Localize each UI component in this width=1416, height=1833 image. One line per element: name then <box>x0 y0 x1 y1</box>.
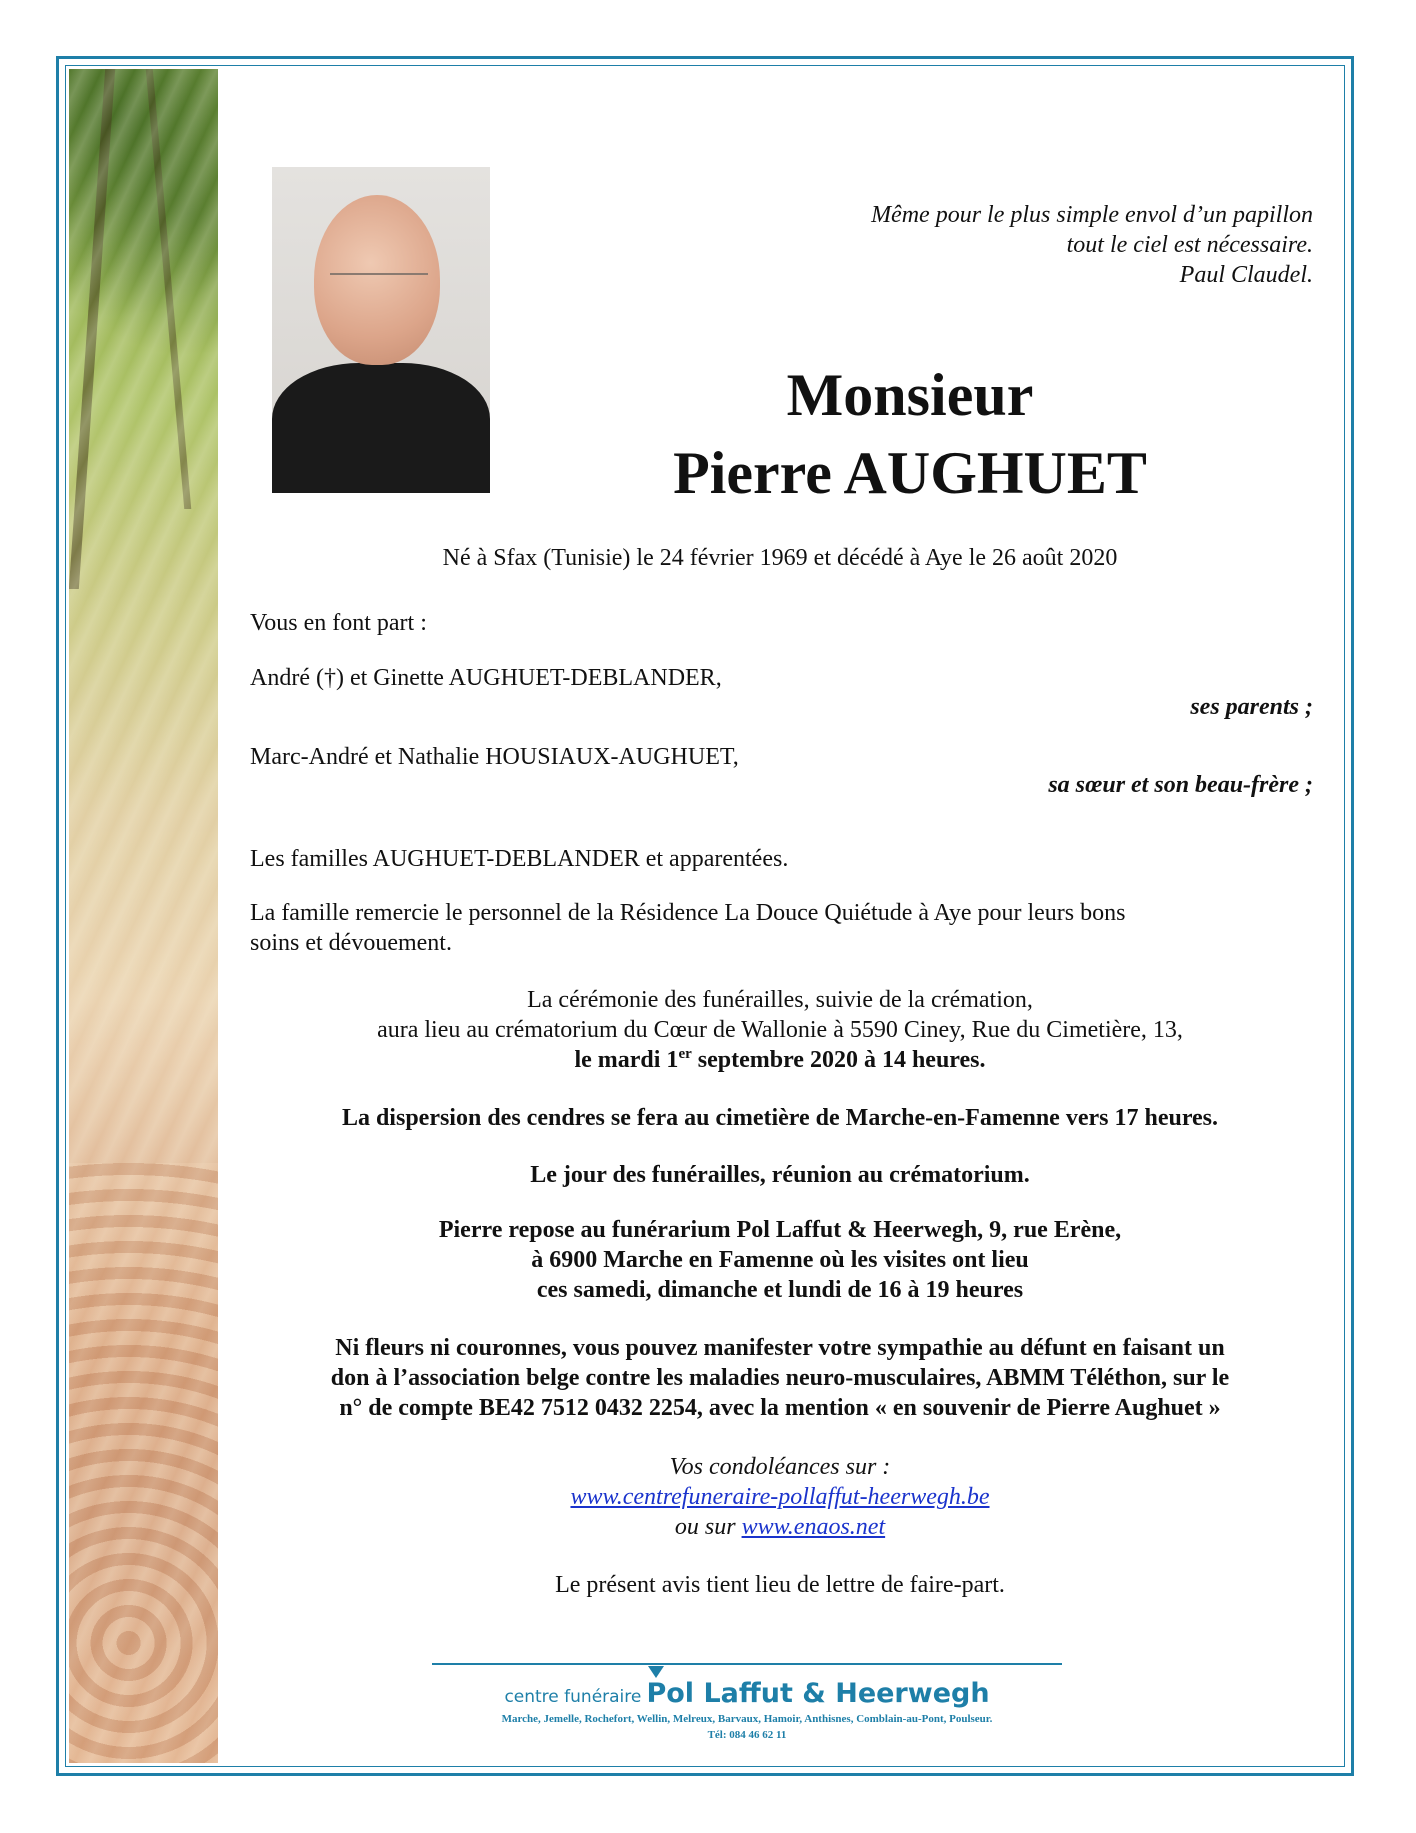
footer-triangle-icon <box>648 1666 664 1678</box>
closing-line: Le présent avis tient lieu de lettre de faire-part. <box>555 1572 1005 1598</box>
condolences-link-funeral-home[interactable]: www.centrefuneraire-pollaffut-heerwegh.be <box>570 1484 990 1510</box>
repose-line-2: à 6900 Marche en Famenne où les visites ont lieu <box>531 1247 1029 1273</box>
family-names-sibling: Marc-André et Nathalie HOUSIAUX-AUGHUET, <box>250 744 739 770</box>
announcement-intro: Vous en font part : <box>250 610 427 636</box>
quote-block <box>713 200 1313 290</box>
families-line: Les familles AUGHUET-DEBLANDER et apparentées. <box>250 846 789 872</box>
forest-path-image <box>69 69 218 1763</box>
thanks-line-2: soins et dévouement. <box>250 930 452 956</box>
condolences-link-enaos[interactable]: www.enaos.net <box>741 1514 886 1540</box>
donation-line-2: don à l’association belge contre les maladies neuro-musculaires, ABMM Téléthon, sur le <box>330 1365 1230 1391</box>
family-names-parents: André (†) et Ginette AUGHUET-DEBLANDER, <box>250 665 722 691</box>
donation-line-3: n° de compte BE42 7512 0432 2254, avec la mention « en souvenir de Pierre Aughuet » <box>339 1395 1221 1421</box>
footer-divider <box>432 1663 1062 1665</box>
condolences-or: ou sur <box>674 1514 742 1540</box>
footer-tel: Tél: 084 46 62 11 <box>707 1729 787 1741</box>
portrait-photo <box>272 167 490 493</box>
birth-death-line: Né à Sfax (Tunisie) le 24 février 1969 et décédé à Aye le 26 août 2020 <box>442 545 1118 571</box>
deceased-name: Pierre AUGHUET <box>673 440 1147 506</box>
ceremony-date-suffix: septembre 2020 à 14 heures. <box>691 1047 986 1073</box>
footer-brand-big: Pol Laffut & Heerwegh <box>646 1678 990 1709</box>
thanks-paragraph <box>250 898 1310 958</box>
reunion-line: Le jour des funérailles, réunion au crématorium. <box>530 1162 1030 1188</box>
ceremony-line-1: La cérémonie des funérailles, suivie de la crémation, <box>527 987 1033 1013</box>
footer-brand-small: centre funéraire <box>504 1687 642 1707</box>
ceremony-date-sup: er <box>678 1046 692 1062</box>
honorific: Monsieur <box>786 362 1034 428</box>
donation-block <box>250 1333 1310 1423</box>
family-relation-sibling: sa sœur et son beau-frère ; <box>1048 772 1313 798</box>
ceremony-line-2: aura lieu au crématorium du Cœur de Wallonie à 5590 Ciney, Rue du Cimetière, 13, <box>377 1017 1183 1043</box>
quote-line-2: tout le ciel est nécessaire. <box>1066 232 1313 258</box>
thanks-line-1: La famille remercie le personnel de la Résidence La Douce Quiétude à Aye pour leurs bons <box>250 900 1126 926</box>
ceremony-date-prefix: le mardi 1 <box>574 1047 679 1073</box>
condolences-label: Vos condoléances sur : <box>669 1454 891 1480</box>
donation-line-1: Ni fleurs ni couronnes, vous pouvez manifester votre sympathie au défunt en faisant un <box>335 1335 1225 1361</box>
repose-line-3: ces samedi, dimanche et lundi de 16 à 19 heures <box>536 1277 1024 1303</box>
footer-brand <box>432 1678 1062 1709</box>
repose-line-1: Pierre repose au funérarium Pol Laffut & Heerwegh, 9, rue Erène, <box>438 1217 1122 1243</box>
quote-line-1: Même pour le plus simple envol d’un papillon <box>871 202 1313 228</box>
repose-block <box>250 1215 1310 1305</box>
quote-author: Paul Claudel. <box>1179 262 1313 288</box>
condolences-block <box>250 1452 1310 1542</box>
dispersion-line: La dispersion des cendres se fera au cimetière de Marche-en-Famenne vers 17 heures. <box>341 1105 1219 1131</box>
ceremony-date <box>250 1045 1310 1075</box>
footer-cities: Marche, Jemelle, Rochefort, Wellin, Melreux, Barvaux, Hamoir, Anthisnes, Comblain-au-Pont, Poulseur. <box>501 1713 993 1725</box>
ceremony-block <box>250 985 1310 1075</box>
family-relation-parents: ses parents ; <box>1190 694 1313 720</box>
